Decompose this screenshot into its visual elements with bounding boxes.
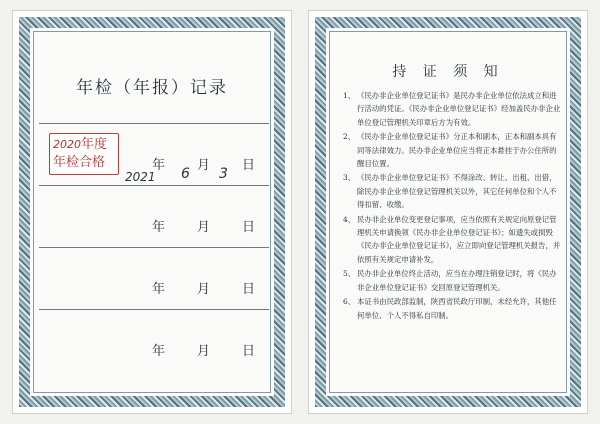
stamp-year: 2020 — [53, 138, 81, 151]
notice-item: 4、 民办非企业单位变更登记事项，应当依照有关规定向原登记管理机关申请换领《民办非企业单位登记证书》；如遗失或损毁《民办非企业单位登记证书》，应立即向登记管理机关报告，并依照有关规定申请补发。 — [343, 214, 561, 264]
handwritten-day: 3 — [219, 166, 228, 182]
inspection-record-2 — [39, 185, 269, 247]
certificate-notice-page — [308, 10, 588, 414]
inspection-record-4 — [39, 309, 269, 371]
notice-item: 3、 《民办非企业单位登记证书》不得涂改、转让、出租、出借，除民办非企业单位登记管理机关以外，其它任何单位和个人不得扣留、收缴。 — [343, 173, 557, 210]
date-row: 年 月 日 — [151, 158, 255, 173]
notice-item: 1、 《民办非企业单位登记证书》是民办非企业单位依法成立和进行活动的凭证。《民办非企业单位登记证书》经加盖民办非企业单位登记管理机关印章后方为有效。 — [343, 91, 561, 127]
inspection-record-1 — [39, 123, 269, 185]
inspection-record-3 — [39, 247, 269, 309]
notice-item: 2、 《民办非企业单位登记证书》分正本和副本，正本和副本具有同等法律效力。民办非企业单位应当将正本悬挂于办公住所的醒目位置。 — [343, 132, 557, 169]
handwritten-month: 6 — [181, 166, 190, 182]
notice-item: 5、 民办非企业单位终止活动，应当在办理注销登记时，将《民办非企业单位登记证书》交回原登记管理机关。 — [343, 269, 557, 292]
annual-inspection-title: 年检（年报）记录 — [76, 78, 228, 98]
notice-item: 6、 本证书由民政部监制，陕西省民政厅印制，未经允许，其他任何单位、个人不得私自印制。 — [343, 297, 557, 320]
notice-title: 持 证 须 知 — [392, 64, 504, 80]
notice-list — [343, 89, 561, 323]
stamp-line1: 年度 — [81, 137, 108, 152]
annual-inspection-page — [12, 10, 292, 414]
date-row: 年 月 日 — [151, 282, 255, 297]
date-row: 年 月 日 — [151, 220, 255, 235]
stamp-line2: 年检合格 — [53, 155, 106, 170]
date-row: 年 月 日 — [151, 344, 255, 359]
handwritten-year: 2021 — [125, 170, 156, 184]
